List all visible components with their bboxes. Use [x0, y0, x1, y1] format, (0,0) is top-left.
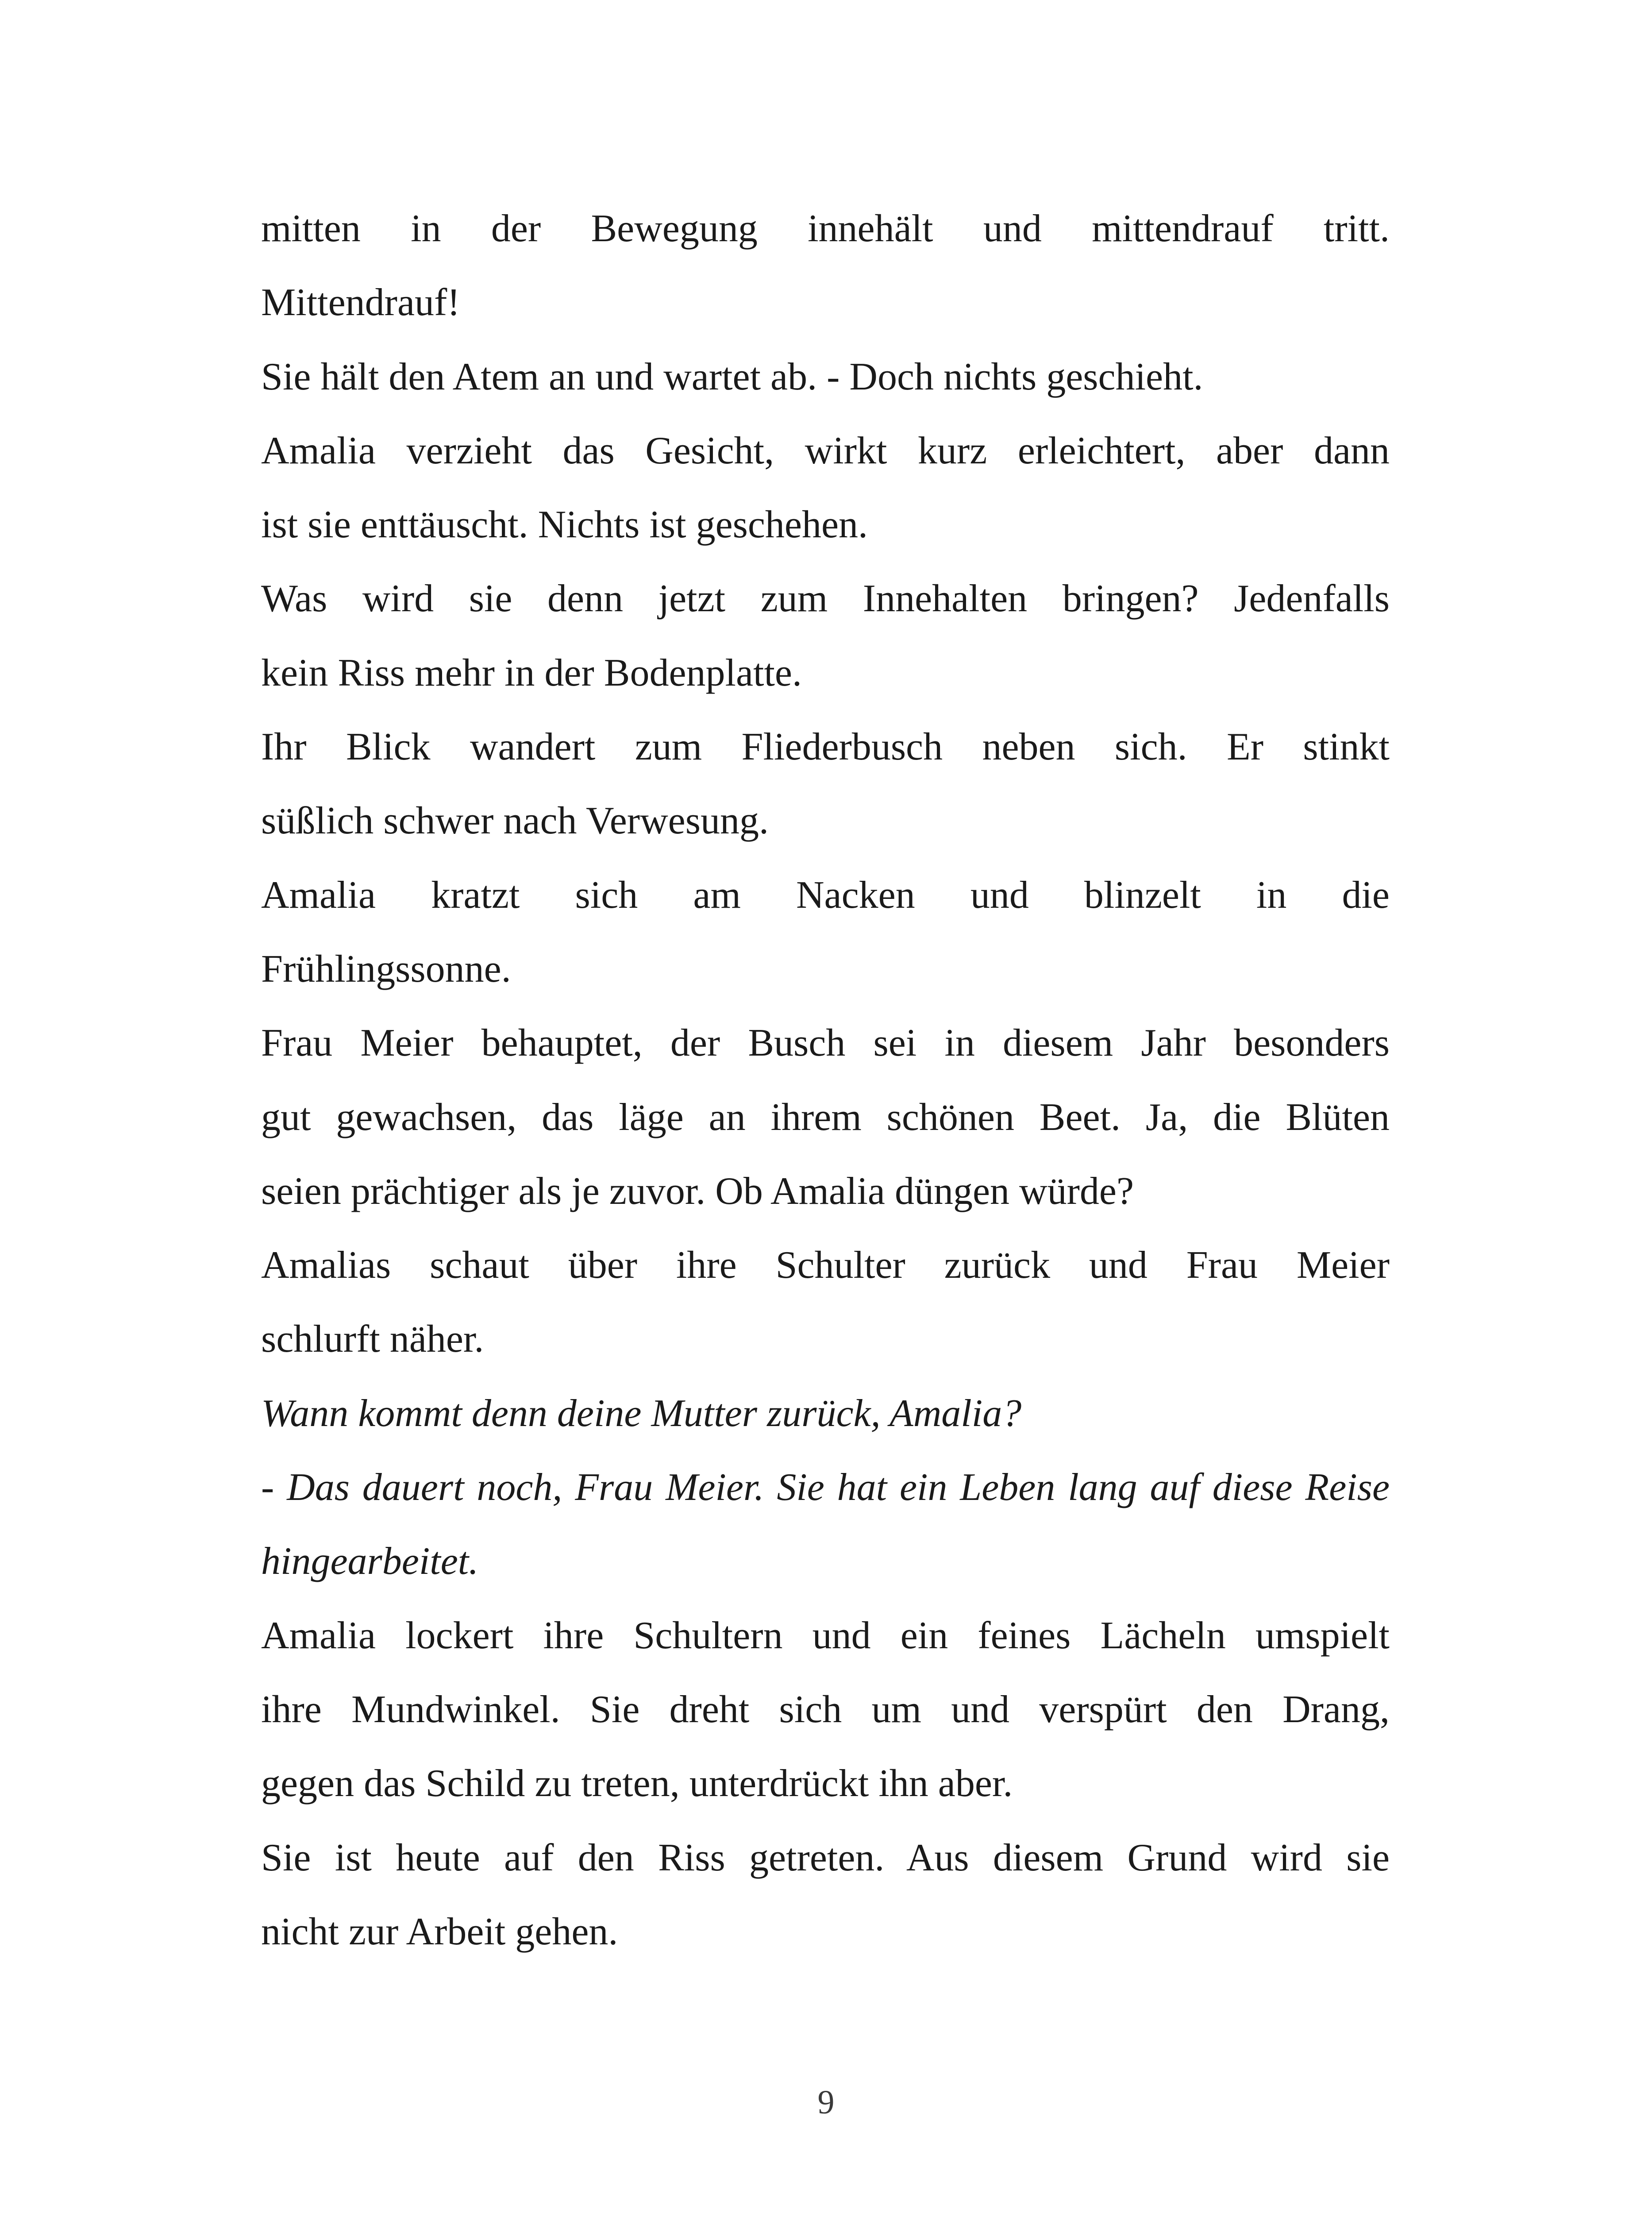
text-line: Sie hält den Atem an und wartet ab. - Doch nichts geschieht.: [261, 355, 1203, 398]
text-line: Frau Meier behauptet, der Busch sei in diesem Jahr besonders: [261, 1022, 1390, 1065]
text-line: Amalia lockert ihre Schultern und ein feines Lächeln umspielt: [261, 1614, 1390, 1657]
text-line: Amalia verzieht das Gesicht, wirkt kurz erleichtert, aber dann: [261, 429, 1390, 472]
text-line: mitten in der Bewegung innehält und mittendrauf tritt.: [261, 207, 1390, 250]
dialogue-line: Wann kommt denn deine Mutter zurück, Amalia?: [261, 1392, 1022, 1435]
text-line: Mittendrauf!: [261, 281, 460, 324]
text-line: Was wird sie denn jetzt zum Innehalten bringen? Jedenfalls: [261, 577, 1390, 621]
text-line: gegen das Schild zu treten, unterdrückt ihn aber.: [261, 1762, 1013, 1805]
page-number: 9: [817, 2084, 835, 2121]
text-line: Amalias schaut über ihre Schulter zurück und Frau Meier: [261, 1244, 1390, 1287]
text-line: Ihr Blick wandert zum Fliederbusch neben sich. Er stinkt: [261, 725, 1390, 769]
text-line: gut gewachsen, das läge an ihrem schönen Beet. Ja, die Blüten: [261, 1095, 1390, 1139]
text-line: ihre Mundwinkel. Sie dreht sich um und verspürt den Drang,: [261, 1688, 1390, 1731]
text-line: ist sie enttäuscht. Nichts ist geschehen.: [261, 503, 868, 547]
dialogue-line: hingearbeitet.: [261, 1540, 479, 1583]
text-line: süßlich schwer nach Verwesung.: [261, 799, 769, 843]
text-line: kein Riss mehr in der Bodenplatte.: [261, 651, 802, 694]
text-line: seien prächtiger als je zuvor. Ob Amalia düngen würde?: [261, 1169, 1134, 1213]
text-line: Sie ist heute auf den Riss getreten. Aus diesem Grund wird sie: [261, 1836, 1390, 1879]
text-line: Frühlingssonne.: [261, 947, 511, 991]
text-line: nicht zur Arbeit gehen.: [261, 1910, 618, 1953]
body-text: [261, 192, 1390, 1969]
text-line: Amalia kratzt sich am Nacken und blinzelt in die: [261, 873, 1390, 917]
dialogue-line: - Das dauert noch, Frau Meier. Sie hat ein Leben lang auf diese Reise: [261, 1466, 1390, 1509]
text-line: schlurft näher.: [261, 1318, 484, 1361]
